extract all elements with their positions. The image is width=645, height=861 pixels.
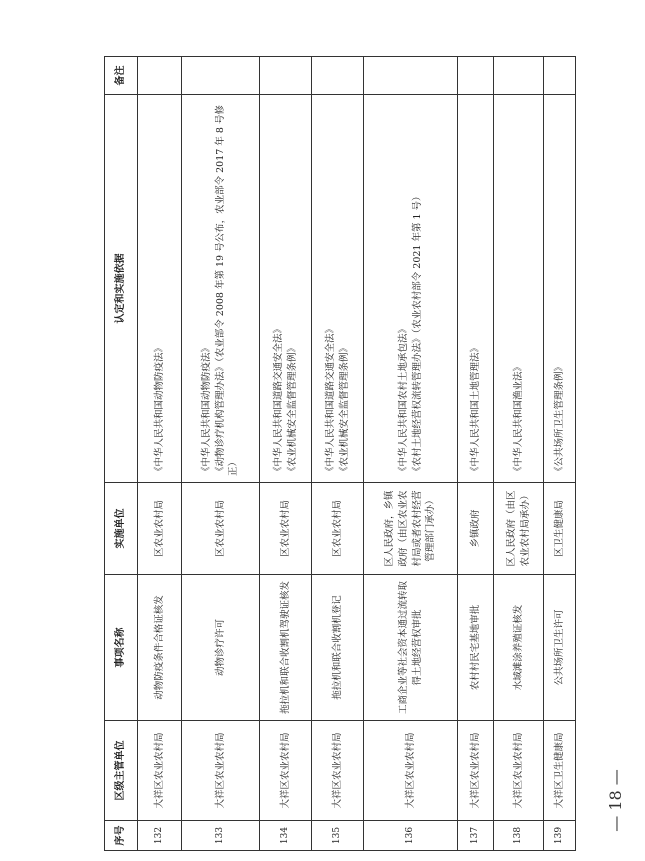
table-row [312,57,364,851]
cell-basis: 《中华人民共和国土地管理法》 [458,95,494,483]
cell-item: 动物诊疗许可 [182,575,260,721]
cell-remark [182,57,260,95]
table-row [260,57,312,851]
cell-unit: 区卫生健康局 [544,483,576,575]
rotated-table-layer [104,57,565,851]
document-table-area [104,57,565,851]
cell-remark [364,57,458,95]
cell-seq: 135 [312,821,364,851]
cell-item: 动物防疫条件合格证核发 [138,575,182,721]
cell-remark [494,57,544,95]
cell-dept: 大祥区农业农村局 [182,721,260,821]
cell-dept: 大祥区农业农村局 [138,721,182,821]
cell-remark [260,57,312,95]
approval-items-table [104,56,576,851]
cell-remark [138,57,182,95]
header-dept: 区级主管单位 [105,721,138,821]
cell-seq: 138 [494,821,544,851]
cell-dept: 大祥区农业农村局 [458,721,494,821]
cell-seq: 139 [544,821,576,851]
table-row [458,57,494,851]
header-basis: 认定和实施依据 [105,95,138,483]
cell-item: 水域滩涂养殖证核发 [494,575,544,721]
cell-dept: 大祥区卫生健康局 [544,721,576,821]
cell-item: 农村村民宅基地审批 [458,575,494,721]
table-row [138,57,182,851]
cell-basis: 《中华人民共和国渔业法》 [494,95,544,483]
cell-dept: 大祥区农业农村局 [260,721,312,821]
cell-remark [312,57,364,95]
cell-item: 拖拉机和联合收割机登记 [312,575,364,721]
cell-dept: 大祥区农业农村局 [494,721,544,821]
cell-dept: 大祥区农业农村局 [312,721,364,821]
table-row [494,57,544,851]
cell-basis: 《公共场所卫生管理条例》 [544,95,576,483]
cell-unit: 区农业农村局 [182,483,260,575]
cell-basis: 《中华人民共和国动物防疫法》 《动物诊疗机构管理办法》（农业部令 2008 年第 19 号公布，农业部令 2017 年 8 号修正） [182,95,260,483]
cell-item: 公共场所卫生许可 [544,575,576,721]
cell-unit: 区农业农村局 [138,483,182,575]
cell-item: 拖拉机和联合收割机驾驶证核发 [260,575,312,721]
header-seq: 序号 [105,821,138,851]
cell-seq: 136 [364,821,458,851]
cell-basis: 《中华人民共和国道路交通安全法》 《农业机械安全监督管理条例》 [312,95,364,483]
header-remark: 备注 [105,57,138,95]
table-row [182,57,260,851]
table-row [364,57,458,851]
header-item: 事项名称 [105,575,138,721]
cell-seq: 137 [458,821,494,851]
header-unit: 实施单位 [105,483,138,575]
cell-unit: 区人民政府（由区农业农村局承办） [494,483,544,575]
cell-remark [458,57,494,95]
cell-unit: 区农业农村局 [260,483,312,575]
cell-item: 工商企业等社会资本通过流转取得土地经营权审批 [364,575,458,721]
page-number [600,760,630,840]
cell-remark [544,57,576,95]
cell-basis: 《中华人民共和国道路交通安全法》 《农业机械安全监督管理条例》 [260,95,312,483]
cell-dept: 大祥区农业农村局 [364,721,458,821]
cell-seq: 134 [260,821,312,851]
cell-seq: 133 [182,821,260,851]
cell-basis: 《中华人民共和国农村土地承包法》 《农村土地经营权流转管理办法》（农业农村部令 2021 年第 1 号） [364,95,458,483]
table-header-row [105,57,138,851]
cell-seq: 132 [138,821,182,851]
table-row [544,57,576,851]
cell-unit: 区农业农村局 [312,483,364,575]
page-number-text: — 18 — [605,768,625,832]
cell-unit: 乡镇政府 [458,483,494,575]
cell-basis: 《中华人民共和国动物防疫法》 [138,95,182,483]
cell-unit: 区人民政府，乡镇政府（由区农业农村局或者农村经营管理部门承办） [364,483,458,575]
